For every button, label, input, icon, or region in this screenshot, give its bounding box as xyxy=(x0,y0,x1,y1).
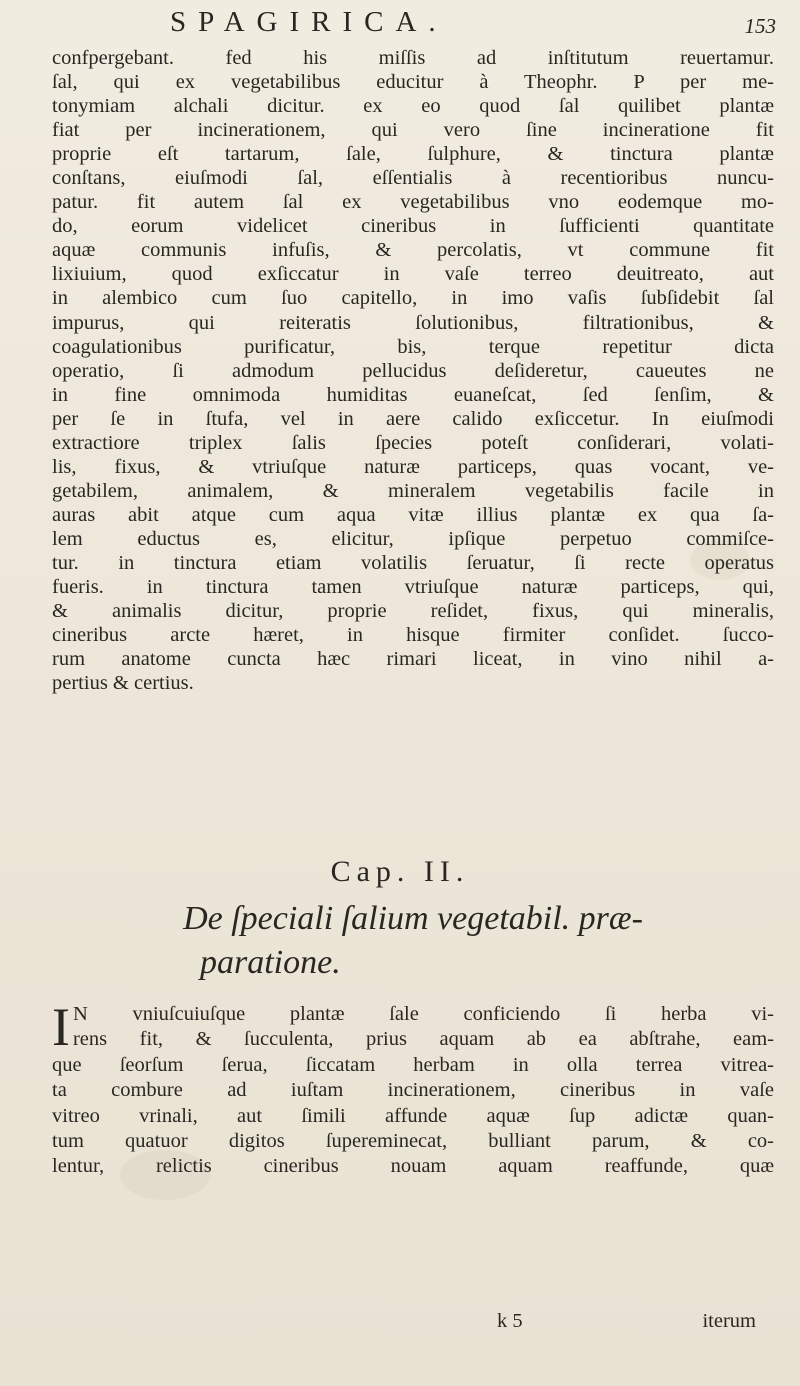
text-line: coagulationibus purificatur, bis, terque repetitur dicta xyxy=(52,335,774,358)
text-line: tonymiam alchali dicitur. ex eo quod ſal quilibet plantæ xyxy=(52,95,774,118)
text-line: ſal, qui ex vegetabilibus educitur à Theophr. P per me- xyxy=(52,71,774,94)
text-line: operatio, ſi admodum pellucidus deſideretur, caueutes ne xyxy=(52,359,774,382)
text-line: fiat per incinerationem, qui vero ſine incineratione fit xyxy=(52,119,774,142)
catchword: iterum xyxy=(702,1310,756,1332)
text-line: tur. in tinctura etiam volatilis ſeruatur, ſi recte operatus xyxy=(52,551,774,574)
text-line: que ſeorſum ſerua, ſiccatam herbam in olla terrea vitrea- xyxy=(52,1053,774,1076)
text-line: lentur, relictis cineribus nouam aquam reaffunde, quæ xyxy=(52,1155,774,1178)
text-line: lixiuium, quod exſiccatur in vaſe terreo deuitreato, aut xyxy=(52,263,774,286)
text-line: confpergebant. fed his miſſis ad inſtitutum reuertamur. xyxy=(52,47,774,69)
text-line: extractiore triplex ſalis ſpecies poteſt conſiderari, volati- xyxy=(52,431,774,454)
page-number: 153 xyxy=(744,14,776,38)
running-head: SPAGIRICA. xyxy=(170,6,448,38)
page-footer xyxy=(52,1310,774,1336)
text-line: pertius & certius. xyxy=(52,672,194,695)
text-line: patur. fit autem ſal ex vegetabilibus vno eodemque mo- xyxy=(52,191,774,214)
text-line: tum quatuor digitos ſupereminecat, bulliant parum, & co- xyxy=(52,1129,774,1152)
text-line: auras abit atque cum aqua vitæ illius plantæ ex qua ſa- xyxy=(52,503,774,526)
text-line: getabilem, animalem, & mineralem vegetabilis facile in xyxy=(52,479,774,502)
text-line: rens fit, & ſucculenta, prius aquam ab ea abſtrahe, eam- xyxy=(72,1028,774,1051)
chapter-title-line-1: De ſpeciali ſalium vegetabil. præ- xyxy=(183,900,643,937)
text-line: vitreo vrinali, aut ſimili affunde aquæ ſup adictæ quan- xyxy=(52,1104,774,1127)
signature-mark: k 5 xyxy=(497,1310,523,1332)
paragraph-2 xyxy=(52,997,774,1180)
text-line: lem eductus es, elicitur, ipſique perpetuo commiſce- xyxy=(52,527,774,550)
text-line: rum anatome cuncta hæc rimari liceat, in vino nihil a- xyxy=(52,648,774,671)
text-line: N vniuſcuiuſque plantæ ſale conficiendo ſi herba vi- xyxy=(72,1003,774,1025)
text-line: conſtans, eiuſmodi ſal, eſſentialis à recentioribus nuncu- xyxy=(52,167,774,190)
text-line: cineribus arcte hæret, in hisque firmiter conſidet. ſucco- xyxy=(52,624,774,647)
text-line: in alembico cum ſuo capitello, in imo vaſis ſubſidebit ſal xyxy=(52,287,774,310)
chapter-heading: Cap. II. xyxy=(330,855,470,888)
paragraph-1 xyxy=(52,46,774,695)
text-line: fueris. in tinctura tamen vtriuſque naturæ particeps, qui, xyxy=(52,576,774,599)
chapter-title-line-2: paratione. xyxy=(200,944,341,981)
text-line: aquæ communis infuſis, & percolatis, vt commune fit xyxy=(52,239,774,262)
page-header xyxy=(60,6,776,46)
text-line: lis, fixus, & vtriuſque naturæ particeps, quas vocant, ve- xyxy=(52,455,774,478)
text-line: do, eorum videlicet cineribus in ſufficienti quantitate xyxy=(52,215,774,238)
text-line: per ſe in ſtufa, vel in aere calido exſiccetur. In eiuſmodi xyxy=(52,407,774,430)
text-line: proprie eſt tartarum, ſale, ſulphure, & tinctura plantæ xyxy=(52,143,774,166)
text-line: in fine omnimoda humiditas euaneſcat, ſed ſenſim, & xyxy=(52,383,774,406)
drop-cap: I xyxy=(52,997,70,1057)
text-line: & animalis dicitur, proprie reſidet, fixus, qui mineralis, xyxy=(52,600,774,623)
text-line: ta combure ad iuſtam incinerationem, cineribus in vaſe xyxy=(52,1079,774,1102)
text-line: impurus, qui reiteratis ſolutionibus, filtrationibus, & xyxy=(52,311,774,334)
